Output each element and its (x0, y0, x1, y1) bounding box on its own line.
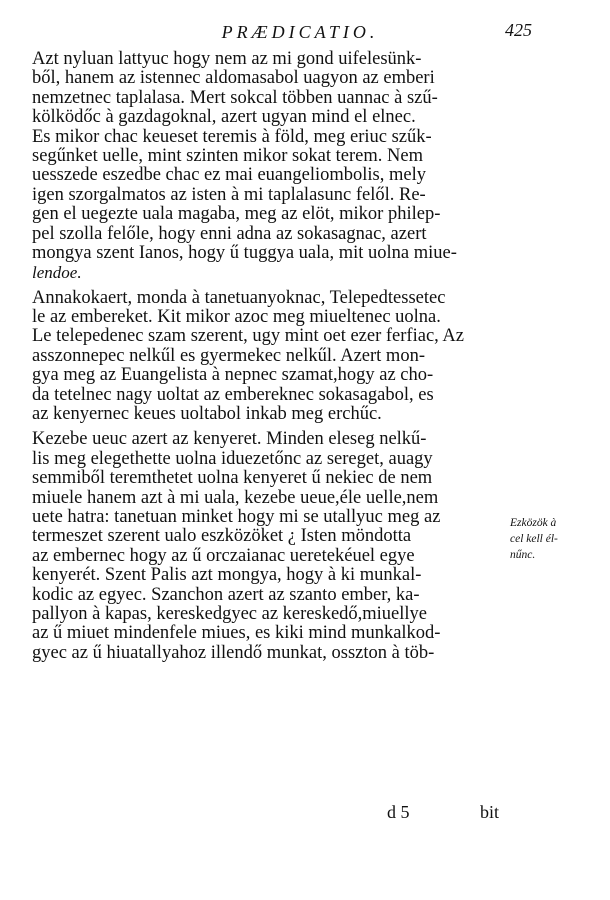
text-line: lendoe. (32, 263, 82, 283)
text-line: termeszet szerent ualo eszközöket ¿ Isten möndotta (32, 526, 412, 547)
running-title: PRÆDICATIO. (221, 22, 379, 42)
text-line: nemzetnec taplalasa. Mert sokcal többen uannac à szű- (32, 87, 438, 108)
text-line: Kezebe ueuc azert az kenyeret. Minden eleseg nelkű- (32, 429, 427, 450)
margin-note-line: cel kell él- (510, 533, 558, 545)
text-line: az kenyernec keues uoltabol inkab meg erchűc. (32, 404, 382, 425)
text-line: pallyon à kapas, kereskedgyec az kereskedő,miuellye (32, 603, 428, 624)
text-line: az ű miuet mindenfele miues, es kiki mind munkalkod- (32, 623, 441, 644)
text-line: pel szolla felőle, hogy enni adna az sokasagnac, azert (32, 223, 427, 244)
text-line: asszonnepec nelkűl es gyermekec nelkűl. Azert mon- (32, 345, 425, 366)
text-line: Le telepedenec szam szerent, ugy mint oet ezer ferfiac, Az (32, 326, 464, 347)
text-line: segűnket uelle, mint szinten mikor sokat terem. Nem (32, 145, 423, 166)
text-line: gya meg az Euangelista à nepnec szamat,hogy az cho- (32, 365, 434, 386)
text-line: lis meg elegethette uolna iduezetőnc az sereget, auagy (32, 448, 433, 469)
text-line: kodic az egyec. Szanchon azert az szanto ember, ka- (32, 584, 420, 605)
text-line: miuele hanem azt à mi uala, kezebe ueue,éle uelle,nem (32, 487, 439, 508)
page-number: 425 (505, 20, 532, 40)
text-line: Annakokaert, monda à tanetuanyoknac, Telepedtessetec (32, 287, 446, 308)
text-line: Azt nyluan lattyuc hogy nem az mi gond uifelesünk- (32, 49, 422, 69)
text-line: kenyerét. Szent Palis azt mongya, hogy à ki munkal- (32, 565, 422, 586)
margin-note-line: nűnc. (510, 549, 536, 561)
signature-mark: d 5 (387, 802, 410, 822)
text-line: ből, hanem az istennec aldomasabol uagyon az emberi (32, 68, 435, 89)
text-line: mongya szent Ianos, hogy ű tuggya uala, mit uolna miue- (32, 242, 457, 263)
text-line: le az embereket. Kit mikor azoc meg miueltenec uolna. (32, 307, 441, 328)
text-line: da tetelnec nagy uoltat az embereknec sokasagabol, es (32, 384, 434, 405)
margin-note (510, 515, 600, 563)
text-line: semmiből teremthetet uolna kenyeret ű nekiec de nem (32, 468, 433, 489)
text-line: igen szorgalmatos az isten à mi taplalasunc felől. Re- (32, 184, 426, 205)
text-line: az embernec hogy az ű orczaianac ueretekéuel egye (32, 545, 415, 566)
text-line: Es mikor chac keueset teremis à föld, meg eriuc szűk- (32, 126, 432, 147)
text-line: uesszede eszedbe chac ez mai euangeliombolis, mely (32, 165, 426, 186)
body-text (32, 50, 512, 663)
text-line: uete hatra: tanetuan minket hogy mi se utallyuc meg az (32, 506, 441, 527)
catchword: bit (480, 802, 500, 822)
text-line: kölködőc à gazdagoknal, azert ugyan mind el elnec. (32, 107, 416, 128)
text-line: gyec az ű hiuatallyahoz illendő munkat, osszton à töb- (32, 642, 435, 663)
margin-note-line: Ezközök à (510, 517, 557, 529)
text-line: gen el uegezte uala magaba, meg az elöt, mikor philep- (32, 204, 441, 225)
